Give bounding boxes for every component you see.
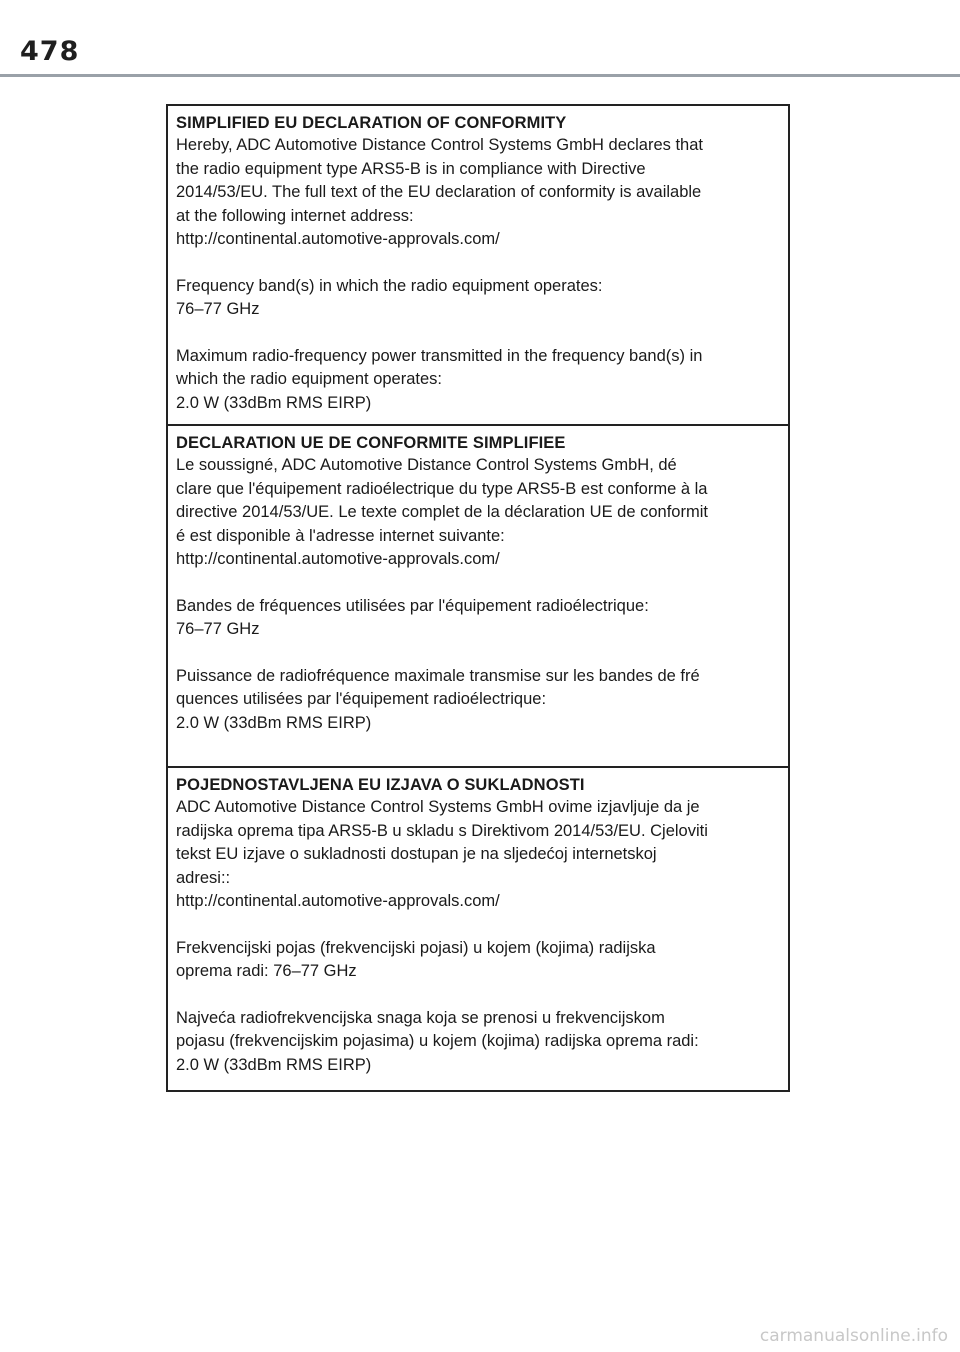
text-line: the radio equipment type ARS5-B is in compliance with Directive [176, 159, 646, 178]
paragraph-gap [176, 984, 780, 1007]
text-line: 2.0 W (33dBm RMS EIRP) [176, 1055, 372, 1074]
section-en [168, 106, 788, 424]
text-line: é est disponible à l'adresse internet suivante: [176, 526, 505, 545]
page-number: 478 [20, 36, 80, 67]
section-title: DECLARATION UE DE CONFORMITE SIMPLIFIEE [176, 434, 566, 452]
text-line: clare que l'équipement radioélectrique du type ARS5-B est conforme à la [176, 479, 708, 498]
text-line: Hereby, ADC Automotive Distance Control Systems GmbH declares that [176, 136, 703, 154]
text-line: Frequency band(s) in which the radio equipment operates: [176, 276, 603, 295]
text-line: 2014/53/EU. The full text of the EU declaration of conformity is available [176, 183, 702, 201]
text-line: http://continental.automotive-approvals.com/ [176, 550, 500, 568]
text-line: http://continental.automotive-approvals.com/ [176, 892, 500, 910]
text-line: Maximum radio-frequency power transmitted in the frequency band(s) in [176, 346, 703, 365]
text-line: oprema radi: 76–77 GHz [176, 962, 357, 980]
section-fr [168, 424, 788, 766]
text-line: Puissance de radiofréquence maximale transmise sur les bandes de fré [176, 666, 700, 685]
text-line: tekst EU izjave o sukladnosti dostupan je na sljedećoj internetskoj [176, 845, 657, 863]
header-divider [0, 74, 960, 77]
paragraph-gap [176, 252, 780, 275]
text-line: at the following internet address: [176, 206, 414, 225]
text-line: ADC Automotive Distance Control Systems GmbH ovime izjavljuje da je [176, 798, 700, 816]
text-line: Najveća radiofrekvencijska snaga koja se prenosi u frekvencijskom [176, 1008, 665, 1027]
text-line: quences utilisées par l'équipement radioélectrique: [176, 690, 547, 708]
text-line: 76–77 GHz [176, 300, 260, 318]
declaration-box [166, 104, 790, 1092]
paragraph-gap [176, 322, 780, 345]
text-line: 2.0 W (33dBm RMS EIRP) [176, 393, 372, 412]
text-line: adresi:: [176, 868, 231, 887]
text-line: 2.0 W (33dBm RMS EIRP) [176, 713, 372, 732]
section-title: SIMPLIFIED EU DECLARATION OF CONFORMITY [176, 114, 567, 132]
text-line: directive 2014/53/UE. Le texte complet de la déclaration UE de conformit [176, 503, 708, 521]
section-hr [168, 766, 788, 1090]
text-line: radijska oprema tipa ARS5-B u skladu s Direktivom 2014/53/EU. Cjeloviti [176, 821, 708, 840]
watermark-text: carmanualsonline.info [759, 1326, 948, 1346]
text-line: Frekvencijski pojas (frekvencijski pojasi) u kojem (kojima) radijska [176, 938, 656, 957]
paragraph-gap [176, 914, 780, 937]
paragraph-gap [176, 642, 780, 665]
text-line: pojasu (frekvencijskim pojasima) u kojem (kojima) radijska oprema radi: [176, 1032, 699, 1050]
text-line: Le soussigné, ADC Automotive Distance Control Systems GmbH, dé [176, 456, 677, 474]
section-title: POJEDNOSTAVLJENA EU IZJAVA O SUKLADNOSTI [176, 776, 585, 794]
text-line: Bandes de fréquences utilisées par l'équipement radioélectrique: [176, 596, 649, 615]
text-line: http://continental.automotive-approvals.com/ [176, 230, 500, 248]
text-line: 76–77 GHz [176, 620, 260, 638]
text-line: which the radio equipment operates: [176, 370, 442, 388]
paragraph-gap [176, 572, 780, 595]
